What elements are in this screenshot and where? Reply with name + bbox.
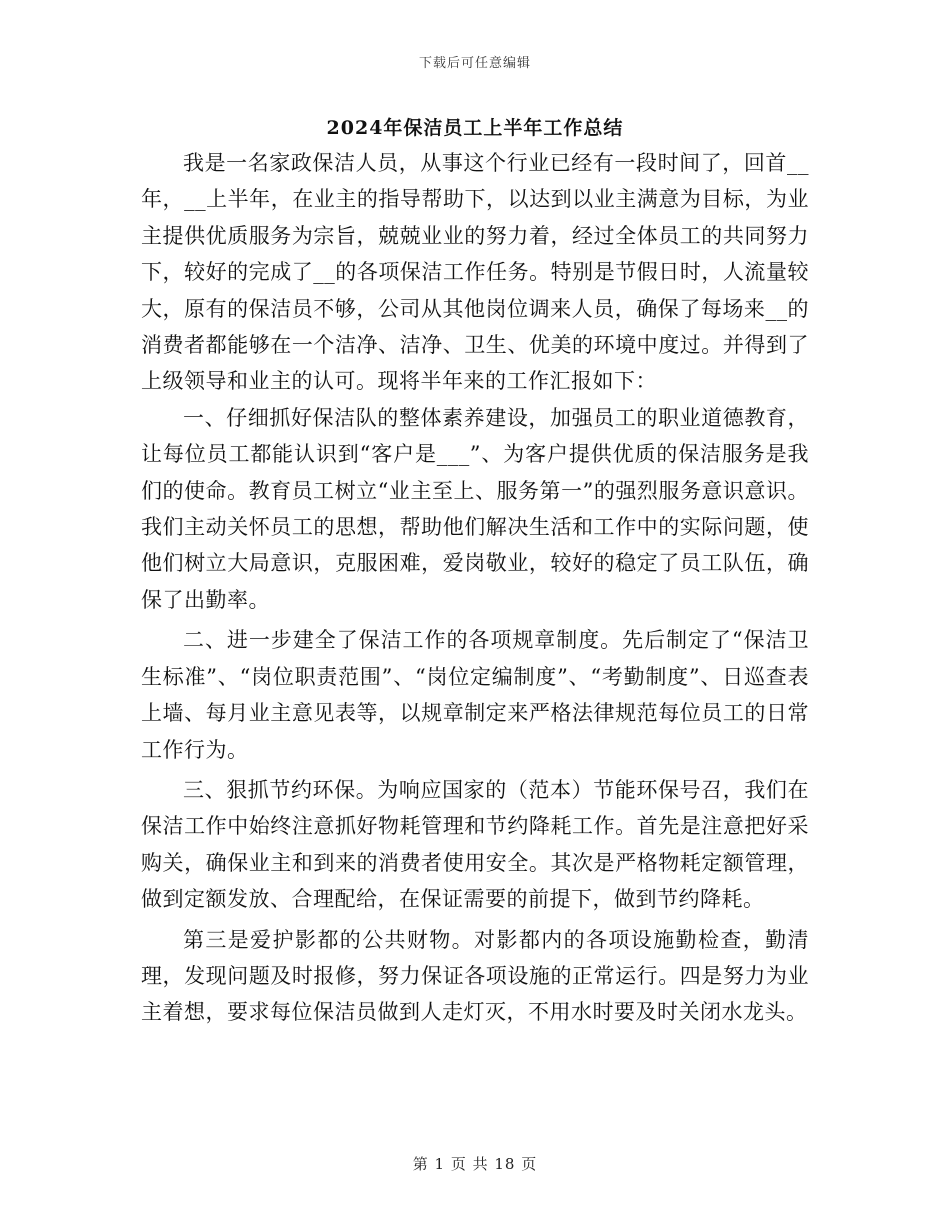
paragraph-section-3: 三、狠抓节约环保。为响应国家的（范本）节能环保号召，我们在保洁工作中始终注意抓好物耗管理和节约降耗工作。首先是注意把好采购关，确保业主和到来的消费者使用安全。其次是严格物耗定额管理，做到定额发放、合理配给，在保证需要的前提下，做到节约降耗。 bbox=[141, 777, 809, 912]
paragraph-intro: 我是一名家政保洁人员，从事这个行业已经有一段时间了，回首__年，__上半年，在业主的指导帮助下，以达到以业主满意为目标，为业主提供优质服务为宗旨，兢兢业业的努力着，经过全体员工的共同努力下，较好的完成了__的各项保洁工作任务。特别是节假日时，人流量较大，原有的保洁员不够，公司从其他岗位调来人员，确保了每场来__的消费者都能够在一个洁净、洁净、卫生、优美的环境中度过。并得到了上级领导和业主的认可。现将半年来的工作汇报如下： bbox=[141, 151, 809, 394]
page-header-note: 下载后可任意编辑 bbox=[418, 56, 531, 71]
paragraph-section-4: 第三是爱护影都的公共财物。对影都内的各项设施勤检查，勤清理，发现问题及时报修，努力保证各项设施的正常运行。四是努力为业主着想，要求每位保洁员做到人走灯灭，不用水时要及时关闭水龙头。 bbox=[141, 927, 809, 1025]
document-title: 2024年保洁员工上半年工作总结 bbox=[326, 117, 624, 139]
paragraph-section-2: 二、进一步建全了保洁工作的各项规章制度。先后制定了“保洁卫生标准”、“岗位职责范围”、“岗位定编制度”、“考勤制度”、日巡查表上墙、每月业主意见表等，以规章制定来严格法律规范每位员工的日常工作行为。 bbox=[141, 628, 809, 762]
document-body bbox=[141, 145, 809, 1031]
paragraph-section-1: 一、仔细抓好保洁队的整体素养建设，加强员工的职业道德教育，让每位员工都能认识到“客户是___”、为客户提供优质的保洁服务是我们的使命。教育员工树立“业主至上、服务第一”的强烈服务意识意识。我们主动关怀员工的思想，帮助他们解决生活和工作中的实际问题，使他们树立大局意识，克服困难，爱岗敬业，较好的稳定了员工队伍，确保了出勤率。 bbox=[141, 405, 809, 612]
page-number-footer: 第 1 页 共 18 页 bbox=[412, 1155, 538, 1173]
